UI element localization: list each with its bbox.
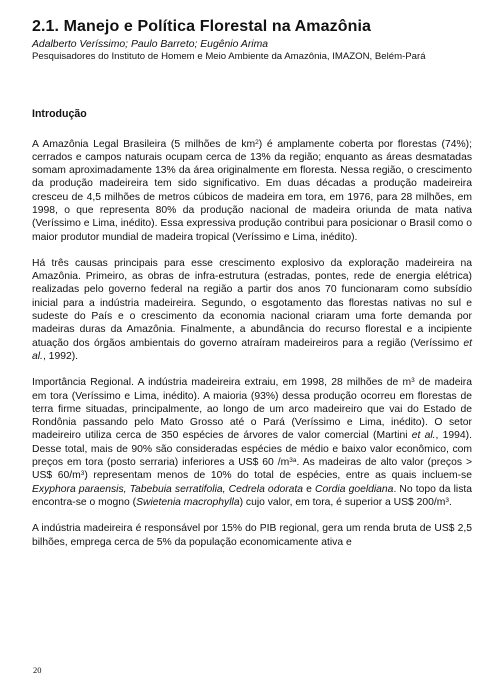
paragraph-4-text-a: A indústria madeireira é responsável por 15% do PIB regional, gera um renda bruta de US$ 2,5 bilhões, emprega cerca de 5% da população economicamente ativa e xyxy=(32,523,472,548)
paragraph-3-text-f: e xyxy=(303,483,315,495)
paragraph-3-text-e: ) representam menos de 10% do total de espécies, entre as quais incluem-se xyxy=(84,470,472,482)
paragraph-3-text-h: ) cujo valor, em tora, é superior a US$ 200/m xyxy=(239,496,446,508)
superscript: 3 xyxy=(80,470,85,478)
paragraph-3 xyxy=(32,376,472,509)
paragraph-3-text-g: . No topo da lista encontra-se o mogno ( xyxy=(32,483,472,508)
page-number: 20 xyxy=(33,665,42,675)
superscript: 3 xyxy=(411,377,415,385)
paragraph-3-text-d: . As madeiras de alto valor (preços > US$ 60/m xyxy=(32,457,472,482)
author-affiliation: Pesquisadores do Instituto de Homem e Meio Ambiente da Amazônia, IMAZON, Belém-Pará xyxy=(32,51,426,62)
paragraph-3-text-c: , 1994). Desse total, mais de 90% são consideradas espécies de médio e baixo valor econômico, com preços em tora (posto serraria) inferiores a US$ 60 /m xyxy=(32,430,472,469)
paragraph-4 xyxy=(32,522,472,549)
citation-italic: et al. xyxy=(411,430,436,442)
superscript: 3 xyxy=(445,496,450,504)
paragraph-3-text-i: . xyxy=(449,496,452,508)
paragraph-2-text-b: , 1992). xyxy=(42,350,79,362)
species-names-italic: Exyphora paraensis, Tabebuia serratifolia, Cedrela odorata xyxy=(32,483,304,495)
paragraph-1-text-b: ) é amplamente coberta por florestas (74%); cerrados e campos naturais ocupam cerca de 13% da região; enquanto as áreas desmatadas somam aproximadamente 13% da área originalmente em floresta. Nessa região, o crescimento da produção madeireira tem sido significativo. Em duas décadas a produção madeireira cresceu de 4,5 milhões de metros cúbicos de madeira em tora, em 1976, para 28 milhões, em 1998, o que representa 80% da produção nacional de madeira oriunda de mata nativa (Veríssimo e Lima, inédito). Essa expressiva produção contribui para posicionar o Brasil como o maior produtor mundial de madeira tropical (Veríssimo e Lima, inédito). xyxy=(32,138,472,243)
author-list: Adalberto Veríssimo; Paulo Barreto; Eugênio Arima xyxy=(32,39,269,50)
superscript: 2 xyxy=(255,138,259,146)
paragraph-3-text-b: de madeira em tora (Veríssimo e Lima, inédito). A maioria (93%) dessa produção ocorreu em florestas de terra firme situadas, principalmente, ao longo de um arco madeireiro que vai do Estado de Rondônia passando pelo Mato Grosso até o Pará (Veríssimo e Lima, inédito). O setor madeireiro utiliza cerca de 350 espécies de árvores de valor comercial (Martini xyxy=(32,377,472,442)
paragraph-3-text-a: Importância Regional. A indústria madeireira extraiu, em 1998, 28 milhões de m xyxy=(32,377,412,389)
superscript: 3a xyxy=(289,457,297,465)
species-name-italic: Swietenia macrophylla xyxy=(136,496,240,508)
document-title: 2.1. Manejo e Política Florestal na Amazônia xyxy=(32,18,372,35)
section-heading: Introdução xyxy=(32,107,87,120)
document-page xyxy=(32,18,472,562)
paragraph-2-text-a: Há três causas principais para esse crescimento explosivo da exploração madeireira na Amazônia. Primeiro, as obras de infra-estrutura (estradas, pontes, rede de energia elétrica) realizadas pelo governo federal na região a partir dos anos 70 funcionaram como subsídio inicial para a indústria madeireira. Segundo, o esgotamento das florestas nativas no sul e sudeste do País e o crescimento da economia nacional criaram uma forte demanda por madeiras duras da Amazônia. Finalmente, a abundância do recurso florestal e a incipiente atuação dos órgãos ambientais do governo atraíram madeireiros para a região (Veríssimo xyxy=(32,257,472,349)
species-name-italic: Cordia goeldiana xyxy=(315,483,394,495)
paragraph-1 xyxy=(32,138,472,244)
citation-italic: et al. xyxy=(32,337,472,362)
paragraph-2 xyxy=(32,257,472,363)
paragraph-1-text-a: A Amazônia Legal Brasileira (5 milhões de km xyxy=(32,138,256,150)
